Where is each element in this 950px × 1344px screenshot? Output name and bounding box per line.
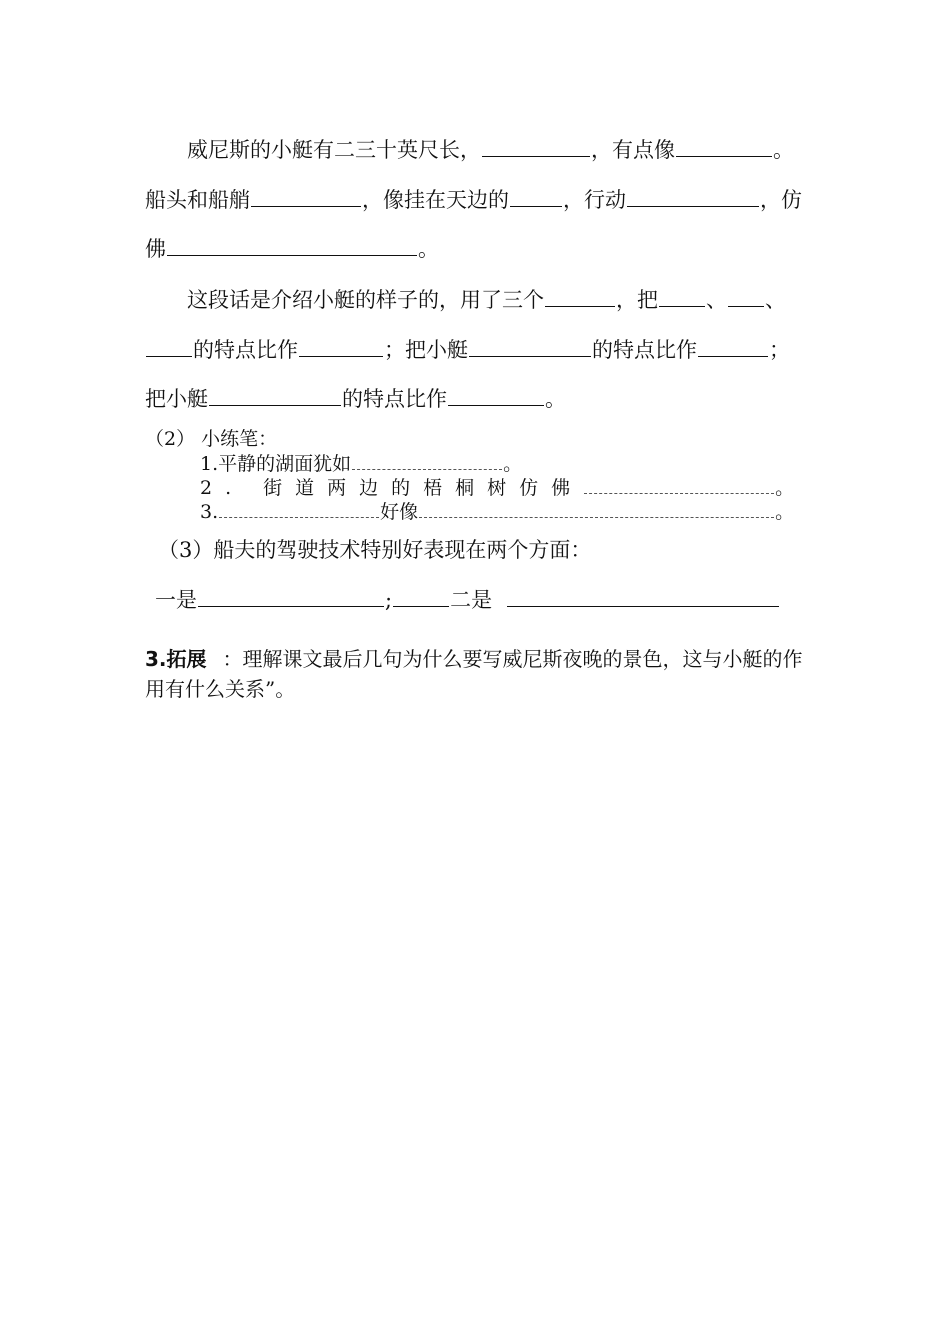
fill-blank[interactable] — [251, 184, 361, 207]
para2-line1 — [145, 284, 810, 315]
text: 2. 街道两边的梧桐树仿佛 — [200, 477, 584, 499]
text: ; — [385, 588, 393, 612]
text: 船头和船艄 — [145, 188, 250, 212]
text: 好像 — [380, 501, 419, 523]
para1-line1 — [145, 134, 810, 165]
practice-item-2 — [200, 475, 800, 501]
text: ，有点像 — [591, 138, 675, 162]
text: 。 — [773, 138, 794, 162]
fill-blank[interactable] — [482, 134, 590, 157]
text: 的特点比作 — [342, 387, 447, 411]
text: ，把 — [616, 288, 658, 312]
text: 3. — [200, 501, 219, 523]
fill-blank[interactable] — [627, 184, 759, 207]
text: ，像挂在天边的 — [362, 188, 509, 212]
text: 把小艇 — [145, 387, 208, 411]
para2-line3 — [145, 383, 810, 414]
dashed-blank[interactable] — [219, 503, 379, 518]
text: 的特点比作 — [592, 338, 697, 362]
extension — [145, 644, 810, 704]
text: ，仿 — [760, 188, 802, 212]
dashed-blank[interactable] — [419, 503, 774, 518]
dashed-blank[interactable] — [352, 455, 502, 470]
practice-item-1 — [200, 451, 800, 477]
text: 二是 — [450, 588, 493, 612]
fill-blank[interactable] — [545, 284, 615, 307]
fill-blank[interactable] — [198, 584, 384, 607]
fill-blank[interactable] — [469, 334, 591, 357]
text: 。 — [775, 477, 795, 499]
text: 1.平静的湖面犹如 — [200, 453, 352, 475]
fill-blank[interactable] — [676, 134, 772, 157]
text: 一是 — [155, 588, 197, 612]
text: ； — [769, 338, 790, 362]
para2-line2 — [145, 334, 810, 365]
text: 的特点比作 — [193, 338, 298, 362]
q3-answer-line — [155, 584, 820, 615]
fill-blank[interactable] — [146, 334, 192, 357]
practice-heading: （2） 小练笔： — [145, 428, 278, 450]
fill-blank[interactable] — [209, 383, 341, 406]
q3-heading: （3）船夫的驾驶技术特别好表现在两个方面： — [158, 538, 592, 562]
text: 。 — [545, 387, 566, 411]
fill-blank[interactable] — [698, 334, 768, 357]
fill-blank[interactable] — [299, 334, 383, 357]
extension-text: ：理解课文最后几句为什么要写威尼斯夜晚的景色，这与小艇的作用有什么关系”。 — [145, 647, 803, 701]
text: 威尼斯的小艇有二三十英尺长， — [187, 138, 481, 162]
extension-label: 3.拓展 — [145, 647, 207, 671]
fill-blank[interactable] — [728, 284, 764, 307]
text: ；把小艇 — [384, 338, 468, 362]
text: 、 — [765, 288, 786, 312]
fill-blank[interactable] — [167, 233, 417, 256]
text: 。 — [775, 501, 795, 523]
fill-blank[interactable] — [507, 584, 779, 607]
fill-blank[interactable] — [659, 284, 705, 307]
text: 佛 — [145, 237, 166, 261]
text: 。 — [418, 237, 439, 261]
fill-blank[interactable] — [393, 584, 449, 607]
para1-line2 — [145, 184, 810, 215]
text: ，行动 — [563, 188, 626, 212]
fill-blank[interactable] — [448, 383, 544, 406]
fill-blank[interactable] — [510, 184, 562, 207]
text: 这段话是介绍小艇的样子的，用了三个 — [187, 288, 544, 312]
text: 、 — [706, 288, 727, 312]
dashed-blank[interactable] — [584, 479, 774, 494]
practice-item-3 — [200, 499, 810, 525]
para1-line3 — [145, 233, 810, 264]
text: 。 — [503, 453, 523, 475]
